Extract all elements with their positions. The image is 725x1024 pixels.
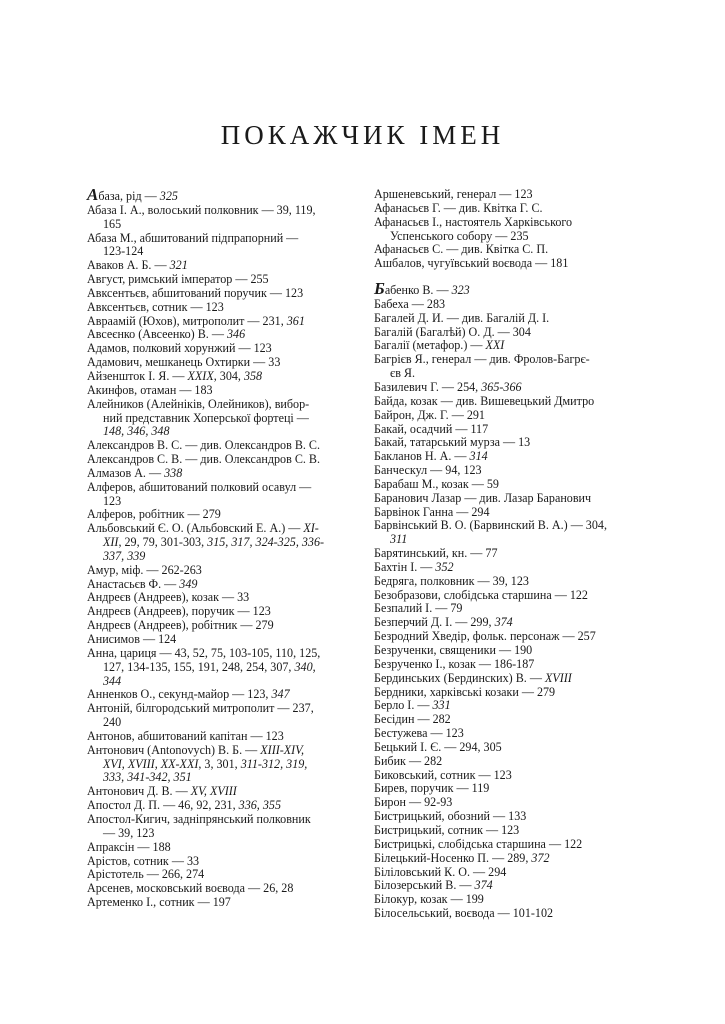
index-entry	[87, 522, 354, 564]
entry-text: Адамов, полковий хорунжий — 123	[87, 341, 272, 356]
entry-text: Амур, міф. — 262-263	[87, 562, 202, 577]
entry-page-ref: 314	[469, 449, 488, 464]
index-entry	[374, 672, 636, 686]
index-entry	[374, 713, 636, 727]
entry-continuation	[87, 536, 354, 550]
index-entry	[374, 658, 636, 672]
section-letter: А	[87, 185, 99, 204]
entry-text: Андреєв (Андреев), козак — 33	[87, 590, 250, 605]
entry-text: Андреєв (Андреев), поручик — 123	[87, 604, 271, 619]
entry-page-ref: 323	[451, 283, 470, 298]
entry-text: Арістов, сотник — 33	[87, 853, 200, 868]
index-entry	[87, 813, 354, 841]
entry-text: Барятинський, кн. — 77	[374, 546, 498, 561]
index-entry	[87, 633, 354, 647]
index-entry	[374, 782, 636, 796]
entry-page-ref: 311	[390, 532, 408, 547]
index-entry	[87, 855, 354, 869]
entry-page-ref: 333, 341-342, 351	[103, 770, 192, 785]
entry-text: Бердинських (Бердинских) В. —	[374, 670, 545, 685]
index-entry	[374, 727, 636, 741]
entry-page-ref: XVI, XVIII, XX-XXI	[103, 756, 199, 771]
index-entry	[87, 301, 354, 315]
entry-text: Авраамій (Юхов), митрополит — 231,	[87, 313, 287, 328]
entry-text: Білозерський В. —	[374, 878, 475, 893]
entry-text: Анисимов — 124	[87, 632, 177, 646]
entry-continuation	[374, 367, 636, 381]
index-entry	[374, 879, 636, 893]
index-entry	[87, 439, 354, 453]
entry-page-ref: XIII-XIV,	[260, 742, 305, 757]
entry-text: Багалей Д. И. — див. Багалій Д. І.	[374, 310, 550, 325]
index-entry	[374, 436, 636, 450]
entry-page-ref: 352	[435, 559, 454, 574]
index-entry	[374, 755, 636, 769]
index-section-b	[374, 279, 636, 921]
entry-text: Абаза І. А., волоський полковник — 39, 119,	[87, 202, 316, 217]
entry-text: Берло І. —	[374, 698, 433, 713]
entry-text: Анастасьєв Ф. —	[87, 576, 180, 591]
index-entry	[374, 602, 636, 616]
index-column-right	[374, 188, 636, 921]
index-entry	[374, 575, 636, 589]
entry-text: Ашбалов, чугуївський воєвода — 181	[374, 256, 569, 271]
index-entry	[87, 467, 354, 481]
index-entry	[87, 185, 354, 204]
entry-text: Білосельський, воєвода — 101-102	[374, 906, 554, 921]
entry-text: Афанасьєв С. — див. Квітка С. П.	[374, 242, 549, 257]
index-entry	[87, 702, 354, 730]
index-entry	[374, 824, 636, 838]
entry-text: Безобразови, слобідська старшина — 122	[374, 587, 588, 602]
entry-page-ref: XXI	[485, 338, 505, 353]
entry-text: Бакай, татарський мурза — 13	[374, 435, 531, 450]
entry-text: Акинфов, отаман — 183	[87, 382, 213, 397]
entry-text: Бакланов Н. А. —	[374, 449, 470, 464]
entry-text: Багрієв Я., генерал — див. Фролов-Багрє-	[374, 352, 590, 367]
entry-page-ref: 361	[286, 313, 305, 328]
index-entry	[374, 298, 636, 312]
entry-text: Біліловський К. О. — 294	[374, 864, 507, 879]
index-entry	[87, 882, 354, 896]
entry-text: Бибик — 282	[374, 753, 443, 768]
entry-text: Бедряга, полковник — 39, 123	[374, 573, 529, 588]
entry-page-ref: 374	[474, 878, 493, 893]
index-entry	[374, 547, 636, 561]
entry-text: Анна, цариця — 43, 52, 75, 103-105, 110, 125,	[87, 645, 321, 660]
index-entry	[87, 578, 354, 592]
index-entry	[374, 188, 636, 202]
entry-text: Алферов, абшитований полковий осавул —	[87, 479, 312, 494]
entry-page-ref: 365-366	[481, 379, 522, 394]
index-entry	[87, 730, 354, 744]
entry-page-ref: 325	[159, 189, 178, 203]
entry-continuation	[87, 758, 354, 772]
entry-text: 123-124	[103, 244, 144, 259]
index-entry	[374, 866, 636, 880]
index-entry	[87, 370, 354, 384]
entry-text: Білецький-Носенко П. — 289,	[374, 850, 532, 865]
index-entry	[87, 273, 354, 287]
entry-text: Безрученко І., козак — 186-187	[374, 656, 535, 671]
index-entry	[87, 204, 354, 232]
index-entry	[374, 561, 636, 575]
entry-continuation	[87, 827, 354, 841]
index-entry	[374, 423, 636, 437]
index-entry	[374, 257, 636, 271]
index-entry	[374, 686, 636, 700]
entry-text: 165	[103, 216, 122, 231]
index-entry	[374, 699, 636, 713]
entry-page-ref: 374	[494, 615, 513, 630]
entry-page-ref: 337, 339	[103, 548, 146, 563]
index-entry	[374, 519, 636, 547]
entry-text: Апостол-Кигич, задніпрянський полковник	[87, 811, 311, 826]
entry-text: єв Я.	[390, 366, 416, 381]
entry-text: Александров С. В. — див. Олександров С. В.	[87, 452, 321, 467]
entry-text: Безпалий І. — 79	[374, 601, 463, 616]
entry-text: Бакай, осадчий — 117	[374, 421, 489, 436]
index-entry	[374, 893, 636, 907]
entry-text: Август, римський імператор — 255	[87, 272, 269, 287]
entry-text: Успенського собору — 235	[390, 228, 529, 243]
index-entry	[374, 478, 636, 492]
entry-continuation	[374, 230, 636, 244]
index-entry	[374, 810, 636, 824]
index-section-a-continued	[374, 188, 636, 271]
index-entry	[374, 589, 636, 603]
entry-text: Барабаш М., козак — 59	[374, 476, 499, 491]
index-entry	[87, 647, 354, 689]
entry-text: Адамович, мешканець Охтирки — 33	[87, 355, 281, 370]
entry-continuation	[87, 550, 354, 564]
entry-page-ref: 346	[226, 327, 246, 342]
entry-page-ref: 148, 346, 348	[103, 424, 170, 439]
index-entry	[87, 688, 354, 702]
index-entry	[374, 852, 636, 866]
entry-text: Базилевич Г. — 254,	[374, 379, 482, 394]
entry-text: Барвінок Ганна — 294	[374, 504, 490, 519]
entry-page-ref: 372	[531, 850, 550, 865]
entry-text: Баранович Лазар — див. Лазар Баранович	[374, 490, 592, 505]
entry-text: Безродний Хведір, фольк. персонаж — 257	[374, 629, 596, 644]
entry-text: Артеменко І., сотник — 197	[87, 895, 231, 910]
entry-text: Алмазов А. —	[87, 465, 165, 480]
index-entry	[374, 339, 636, 353]
entry-text: 240	[103, 715, 122, 730]
index-entry	[87, 744, 354, 786]
index-entry	[374, 395, 636, 409]
index-entry	[374, 450, 636, 464]
index-entry	[374, 907, 636, 921]
entry-page-ref: XI-	[303, 521, 319, 536]
entry-text: Абаза М., абшитований підпрапорний —	[87, 230, 299, 245]
index-entry	[87, 841, 354, 855]
entry-text: Авсеєнко (Авсеенко) В. —	[87, 327, 227, 342]
index-entry	[374, 312, 636, 326]
index-entry	[374, 279, 636, 299]
index-entry	[374, 769, 636, 783]
entry-text: Алейников (Алейніків, Олейников), вибор-	[87, 396, 310, 411]
entry-page-ref: 336, 355	[238, 798, 281, 813]
entry-text: Афанасьєв І., настоятель Харківського	[374, 214, 573, 229]
entry-text: Алферов, робітник — 279	[87, 507, 221, 522]
index-entry	[87, 868, 354, 882]
entry-text: , 304,	[213, 368, 244, 383]
index-entry	[87, 508, 354, 522]
entry-text: Аваков А. Б. —	[87, 258, 170, 273]
entry-page-ref: 349	[179, 576, 198, 591]
entry-page-ref: 340,	[294, 659, 316, 674]
entry-text: Арістотель — 266, 274	[87, 867, 205, 882]
entry-page-ref: XV, XVIII	[190, 784, 237, 799]
section-gap	[374, 271, 636, 282]
entry-text: , 29, 79, 301-303,	[118, 535, 208, 550]
entry-text: Аршеневський, генерал — 123	[374, 187, 533, 201]
entry-text: Антонович (Antonovych) В. Б. —	[87, 742, 261, 757]
entry-text: Бистрицький, обозний — 133	[374, 809, 527, 824]
index-entry	[374, 838, 636, 852]
entry-page-ref: 344	[103, 673, 122, 688]
entry-page-ref: 321	[169, 258, 188, 273]
index-entry	[374, 216, 636, 244]
entry-text: Александров В. С. — див. Олександров В. С.	[87, 438, 321, 453]
entry-text: Арсенев, московський воєвода — 26, 28	[87, 881, 294, 896]
entry-text: база, рід —	[98, 189, 160, 203]
index-entry	[374, 644, 636, 658]
page-title: ПОКАЖЧИК ІМЕН	[220, 120, 505, 150]
index-entry	[87, 232, 354, 260]
entry-text: Байрон, Дж. Г. — 291	[374, 407, 485, 422]
entry-continuation	[374, 533, 636, 547]
entry-text: Антонович Д. В. —	[87, 784, 191, 799]
index-entry	[374, 616, 636, 630]
entry-page-ref: 347	[271, 687, 290, 702]
entry-text: Барвінський В. О. (Барвинский В. А.) — 304,	[374, 518, 607, 533]
index-entry	[87, 259, 354, 273]
entry-text: Байда, козак — див. Вишевецький Дмитро	[374, 393, 595, 408]
entry-text: абенко В. —	[384, 283, 452, 298]
entry-text: Безперчий Д. І. — 299,	[374, 615, 495, 630]
index-column-left	[87, 185, 354, 910]
index-entry	[87, 896, 354, 910]
entry-text: Афанасьєв Г. — див. Квітка Г. С.	[374, 200, 543, 215]
index-entry	[374, 630, 636, 644]
entry-text: Андреєв (Андреев), робітник — 279	[87, 618, 274, 633]
entry-text: Бабеха — 283	[374, 296, 446, 311]
section-letter: Б	[374, 279, 385, 299]
entry-continuation	[87, 495, 354, 509]
entry-text: 127, 134-135, 155, 191, 248, 254, 307,	[103, 659, 295, 674]
index-entry	[87, 785, 354, 799]
index-entry	[374, 492, 636, 506]
index-entry	[87, 287, 354, 301]
entry-text: Авксентьєв, сотник — 123	[87, 299, 224, 314]
entry-text: Авксентьєв, абшитований поручик — 123	[87, 285, 304, 300]
index-entry	[87, 384, 354, 398]
index-entry	[87, 619, 354, 633]
index-entry	[374, 353, 636, 381]
entry-text: Бецький І. Є. — 294, 305	[374, 739, 502, 754]
entry-continuation	[87, 245, 354, 259]
entry-text: 123	[103, 493, 122, 508]
entry-text: Анненков О., секунд-майор — 123,	[87, 687, 272, 702]
index-entry	[87, 453, 354, 467]
index-entry	[374, 326, 636, 340]
index-entry	[87, 356, 354, 370]
index-entry	[374, 202, 636, 216]
entry-text: Бестужева — 123	[374, 726, 464, 741]
entry-text: — 39, 123	[103, 825, 155, 840]
index-entry	[374, 409, 636, 423]
entry-text: Безрученки, священики — 190	[374, 643, 533, 657]
index-entry	[87, 605, 354, 619]
index-entry	[374, 796, 636, 810]
entry-text: Багалії (метафор.) —	[374, 338, 486, 353]
entry-text: Бесідин — 282	[374, 712, 451, 727]
entry-text: Банческул — 94, 123	[374, 463, 482, 478]
entry-page-ref: 315, 317, 324-325, 336-	[207, 535, 325, 550]
entry-continuation	[87, 675, 354, 689]
index-entry	[87, 328, 354, 342]
entry-text: , 3, 301,	[198, 756, 241, 771]
index-entry	[374, 464, 636, 478]
index-entry	[87, 799, 354, 813]
index-entry	[374, 381, 636, 395]
entry-text: Бирон — 92-93	[374, 795, 453, 810]
entry-text: Апостол Д. П. — 46, 92, 231,	[87, 798, 239, 813]
index-entry	[374, 741, 636, 755]
entry-text: Антоній, білгородський митрополит — 237,	[87, 701, 314, 716]
entry-page-ref: 331	[432, 698, 451, 713]
entry-text: Антонов, абшитований капітан — 123	[87, 728, 284, 743]
entry-text: Білокур, козак — 199	[374, 892, 484, 907]
entry-continuation	[87, 661, 354, 675]
entry-page-ref: 311-312, 319,	[240, 756, 308, 771]
entry-page-ref: XVIII	[544, 670, 572, 685]
index-entry	[87, 398, 354, 440]
entry-text: ний представник Хоперської фортеці —	[103, 410, 309, 425]
index-entry	[87, 315, 354, 329]
entry-text: Бердники, харківські козаки — 279	[374, 684, 556, 699]
entry-page-ref: 358	[243, 368, 263, 383]
entry-text: Биковський, сотник — 123	[374, 767, 512, 782]
entry-continuation	[87, 771, 354, 785]
index-entry	[87, 564, 354, 578]
entry-continuation	[87, 412, 354, 426]
entry-continuation	[87, 425, 354, 439]
entry-page-ref: XXIX	[187, 368, 214, 383]
entry-continuation	[87, 218, 354, 232]
entry-page-ref: 338	[164, 465, 183, 480]
entry-text: Бирев, поручик — 119	[374, 781, 490, 796]
index-entry	[87, 481, 354, 509]
entry-text: Айзеншток І. Я. —	[87, 368, 188, 383]
index-entry	[87, 591, 354, 605]
entry-text: Бистрицький, сотник — 123	[374, 822, 520, 837]
entry-text: Бахтін І. —	[374, 559, 436, 574]
entry-continuation	[87, 716, 354, 730]
index-entry	[87, 342, 354, 356]
index-entry	[374, 243, 636, 257]
entry-text: Бистрицькі, слобідська старшина — 122	[374, 836, 583, 851]
entry-page-ref: XII	[103, 535, 119, 550]
entry-text: Альбовський Є. О. (Альбовский Е. А.) —	[87, 521, 304, 536]
index-entry	[374, 506, 636, 520]
entry-text: Багалій (Багалѣй) О. Д. — 304	[374, 324, 531, 339]
entry-text: Апраксін — 188	[87, 839, 171, 854]
